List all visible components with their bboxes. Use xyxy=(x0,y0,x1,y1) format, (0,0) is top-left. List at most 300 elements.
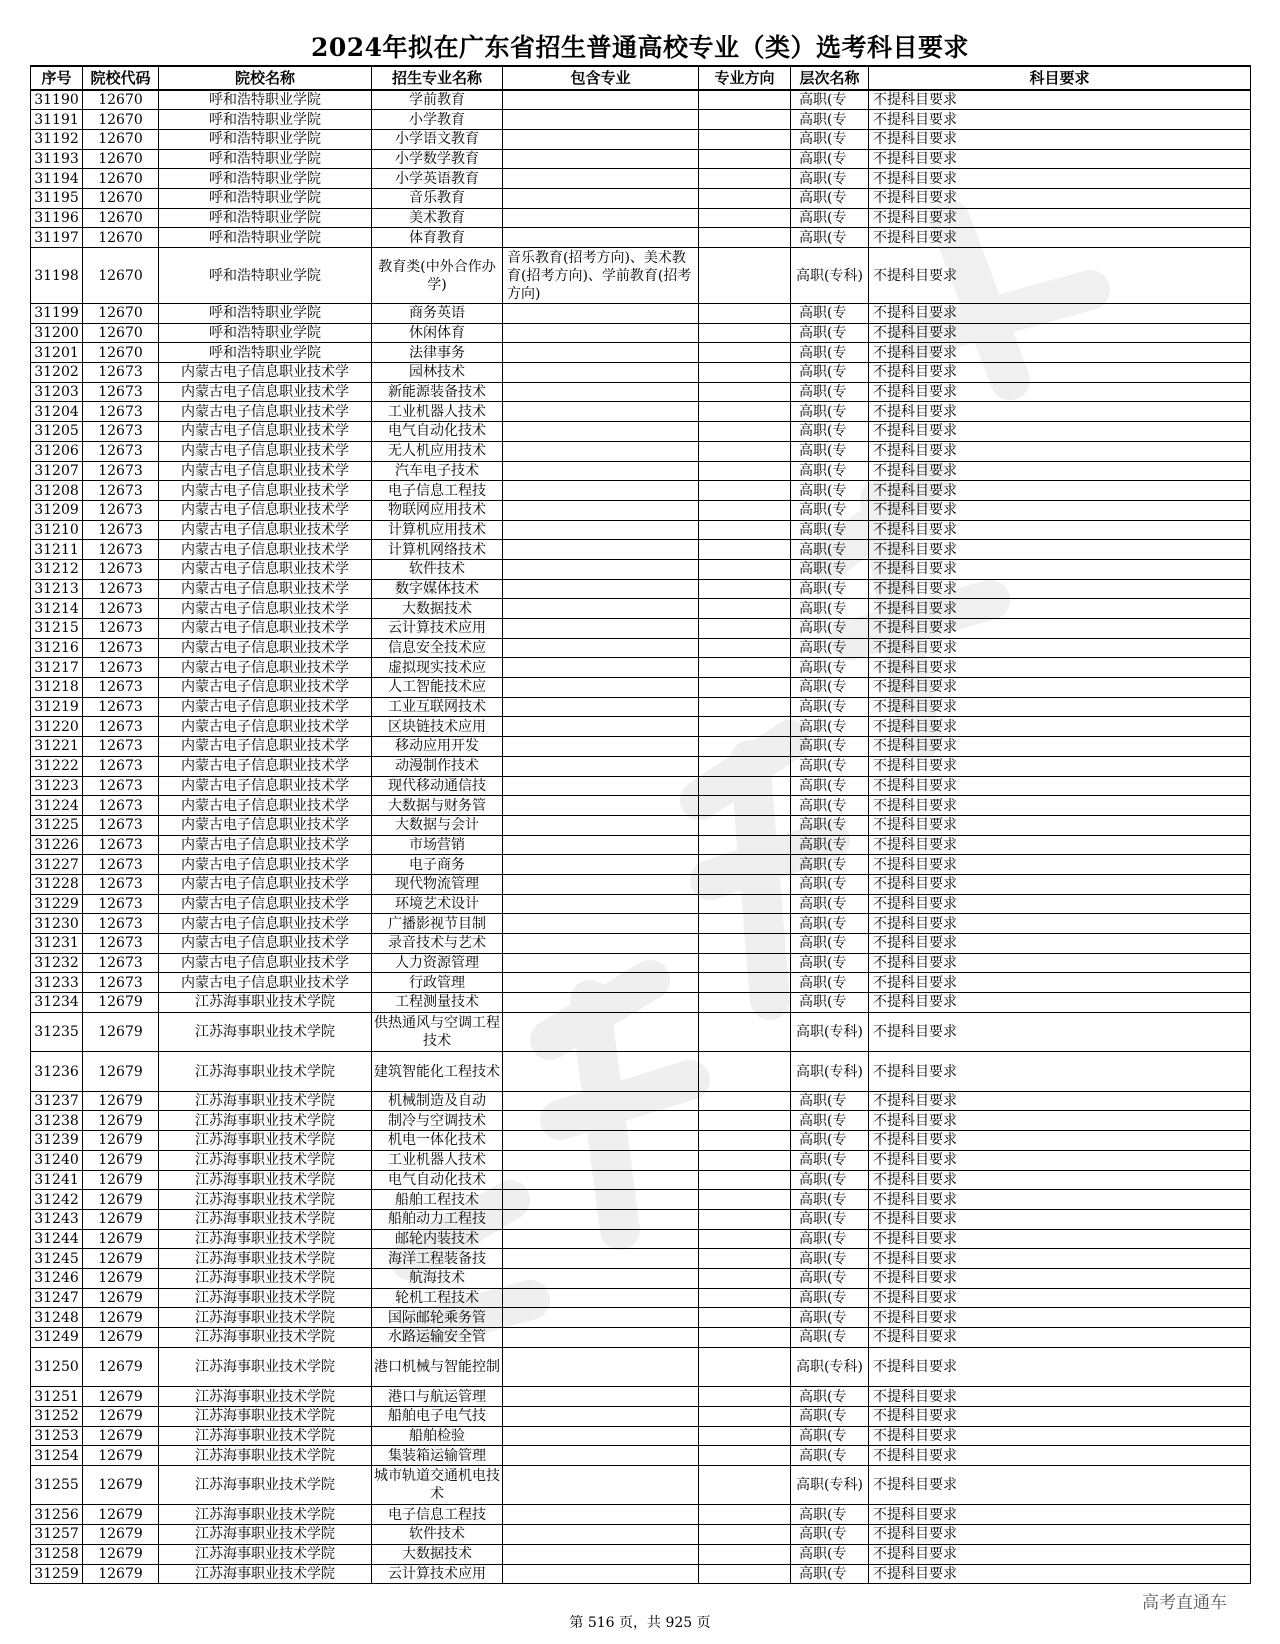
cell-subject-requirement: 不提科目要求 xyxy=(869,815,1251,835)
cell-school-name: 内蒙古电子信息职业技术学 xyxy=(159,481,372,501)
cell-level-name: 高职(专 xyxy=(791,1229,869,1249)
table-row xyxy=(31,894,1251,914)
cell-major-direction xyxy=(699,481,791,501)
table-row xyxy=(31,619,1251,639)
page-title: 2024年拟在广东省招生普通高校专业（类）选考科目要求 xyxy=(310,33,970,62)
cell-seq: 31233 xyxy=(31,973,83,993)
cell-major-name: 工程测量技术 xyxy=(372,993,503,1013)
cell-school-code: 12679 xyxy=(83,1465,159,1505)
cell-subject-requirement: 不提科目要求 xyxy=(869,1012,1251,1052)
cell-included-majors xyxy=(503,559,699,579)
table-row xyxy=(31,678,1251,698)
cell-subject-requirement: 不提科目要求 xyxy=(869,1209,1251,1229)
cell-major-direction xyxy=(699,1249,791,1269)
cell-subject-requirement: 不提科目要求 xyxy=(869,540,1251,560)
cell-school-code: 12673 xyxy=(83,540,159,560)
cell-school-name: 江苏海事职业技术学院 xyxy=(159,1308,372,1328)
cell-level-name: 高职(专 xyxy=(791,1288,869,1308)
cell-subject-requirement: 不提科目要求 xyxy=(869,973,1251,993)
cell-seq: 31251 xyxy=(31,1387,83,1407)
cell-major-direction xyxy=(699,169,791,189)
cell-major-direction xyxy=(699,110,791,130)
cell-major-direction xyxy=(699,559,791,579)
cell-school-name: 呼和浩特职业学院 xyxy=(159,323,372,343)
cell-subject-requirement: 不提科目要求 xyxy=(869,934,1251,954)
cell-included-majors xyxy=(503,1190,699,1210)
cell-major-direction xyxy=(699,579,791,599)
cell-subject-requirement: 不提科目要求 xyxy=(869,304,1251,324)
cell-major-name: 电气自动化技术 xyxy=(372,422,503,442)
cell-school-code: 12673 xyxy=(83,520,159,540)
table-row xyxy=(31,188,1251,208)
table-row xyxy=(31,599,1251,619)
cell-major-direction xyxy=(699,228,791,248)
cell-subject-requirement: 不提科目要求 xyxy=(869,1465,1251,1505)
cell-seq: 31253 xyxy=(31,1426,83,1446)
cell-school-code: 12679 xyxy=(83,1170,159,1190)
cell-major-name: 建筑智能化工程技术 xyxy=(372,1052,503,1092)
cell-major-name: 船舶动力工程技 xyxy=(372,1209,503,1229)
table-row xyxy=(31,1131,1251,1151)
cell-school-name: 江苏海事职业技术学院 xyxy=(159,1544,372,1564)
cell-major-name: 电子信息工程技 xyxy=(372,1505,503,1525)
cell-major-direction xyxy=(699,1525,791,1545)
cell-subject-requirement: 不提科目要求 xyxy=(869,874,1251,894)
table-row xyxy=(31,1387,1251,1407)
cell-school-code: 12673 xyxy=(83,678,159,698)
cell-school-code: 12670 xyxy=(83,323,159,343)
cell-major-name: 云计算技术应用 xyxy=(372,1564,503,1584)
cell-included-majors xyxy=(503,1505,699,1525)
cell-major-name: 小学英语教育 xyxy=(372,169,503,189)
cell-level-name: 高职(专 xyxy=(791,934,869,954)
cell-school-name: 江苏海事职业技术学院 xyxy=(159,1328,372,1348)
cell-seq: 31224 xyxy=(31,796,83,816)
cell-school-code: 12679 xyxy=(83,993,159,1013)
cell-level-name: 高职(专 xyxy=(791,1544,869,1564)
table-row xyxy=(31,520,1251,540)
cell-major-name: 船舶工程技术 xyxy=(372,1190,503,1210)
cell-subject-requirement: 不提科目要求 xyxy=(869,1249,1251,1269)
cell-school-name: 呼和浩特职业学院 xyxy=(159,304,372,324)
table-row xyxy=(31,1525,1251,1545)
table-row xyxy=(31,208,1251,228)
cell-seq: 31208 xyxy=(31,481,83,501)
cell-school-code: 12673 xyxy=(83,441,159,461)
cell-school-name: 江苏海事职业技术学院 xyxy=(159,1111,372,1131)
cell-major-direction xyxy=(699,323,791,343)
cell-major-direction xyxy=(699,1308,791,1328)
cell-seq: 31248 xyxy=(31,1308,83,1328)
cell-subject-requirement: 不提科目要求 xyxy=(869,188,1251,208)
cell-included-majors xyxy=(503,756,699,776)
cell-included-majors xyxy=(503,1465,699,1505)
cell-major-direction xyxy=(699,1347,791,1387)
cell-school-name: 内蒙古电子信息职业技术学 xyxy=(159,697,372,717)
cell-major-direction xyxy=(699,1564,791,1584)
cell-included-majors xyxy=(503,1268,699,1288)
cell-major-direction xyxy=(699,894,791,914)
cell-major-name: 电子商务 xyxy=(372,855,503,875)
cell-school-code: 12673 xyxy=(83,934,159,954)
cell-school-name: 江苏海事职业技术学院 xyxy=(159,1209,372,1229)
cell-included-majors xyxy=(503,169,699,189)
cell-major-name: 云计算技术应用 xyxy=(372,619,503,639)
cell-major-direction xyxy=(699,540,791,560)
cell-seq: 31232 xyxy=(31,953,83,973)
table-row xyxy=(31,815,1251,835)
cell-included-majors xyxy=(503,1170,699,1190)
cell-major-direction xyxy=(699,658,791,678)
cell-major-name: 港口机械与智能控制 xyxy=(372,1347,503,1387)
cell-subject-requirement: 不提科目要求 xyxy=(869,1131,1251,1151)
cell-school-code: 12673 xyxy=(83,500,159,520)
cell-included-majors xyxy=(503,973,699,993)
cell-seq: 31221 xyxy=(31,737,83,757)
cell-major-direction xyxy=(699,1170,791,1190)
cell-major-name: 轮机工程技术 xyxy=(372,1288,503,1308)
cell-subject-requirement: 不提科目要求 xyxy=(869,638,1251,658)
requirements-table xyxy=(30,65,1251,1584)
cell-major-name: 环境艺术设计 xyxy=(372,894,503,914)
cell-subject-requirement: 不提科目要求 xyxy=(869,169,1251,189)
cell-major-name: 法律事务 xyxy=(372,343,503,363)
table-row xyxy=(31,1012,1251,1052)
table-row xyxy=(31,1328,1251,1348)
cell-level-name: 高职(专 xyxy=(791,973,869,993)
cell-subject-requirement: 不提科目要求 xyxy=(869,402,1251,422)
cell-level-name: 高职(专 xyxy=(791,1131,869,1151)
cell-school-code: 12670 xyxy=(83,248,159,304)
cell-major-name: 计算机网络技术 xyxy=(372,540,503,560)
cell-major-name: 软件技术 xyxy=(372,1525,503,1545)
cell-school-code: 12673 xyxy=(83,579,159,599)
cell-subject-requirement: 不提科目要求 xyxy=(869,737,1251,757)
cell-school-name: 内蒙古电子信息职业技术学 xyxy=(159,776,372,796)
cell-school-name: 内蒙古电子信息职业技术学 xyxy=(159,835,372,855)
table-row xyxy=(31,343,1251,363)
cell-major-name: 小学数学教育 xyxy=(372,149,503,169)
cell-subject-requirement: 不提科目要求 xyxy=(869,1347,1251,1387)
header-subject-requirement: 科目要求 xyxy=(869,66,1251,90)
table-row xyxy=(31,304,1251,324)
cell-included-majors xyxy=(503,678,699,698)
cell-school-code: 12679 xyxy=(83,1544,159,1564)
cell-included-majors xyxy=(503,835,699,855)
cell-major-direction xyxy=(699,1387,791,1407)
cell-included-majors xyxy=(503,1426,699,1446)
cell-major-direction xyxy=(699,208,791,228)
cell-subject-requirement: 不提科目要求 xyxy=(869,1426,1251,1446)
cell-major-name: 邮轮内装技术 xyxy=(372,1229,503,1249)
cell-level-name: 高职(专 xyxy=(791,1426,869,1446)
cell-seq: 31212 xyxy=(31,559,83,579)
cell-seq: 31209 xyxy=(31,500,83,520)
cell-school-name: 江苏海事职业技术学院 xyxy=(159,1446,372,1466)
cell-included-majors xyxy=(503,481,699,501)
cell-level-name: 高职(专 xyxy=(791,1209,869,1229)
cell-included-majors xyxy=(503,110,699,130)
cell-level-name: 高职(专 xyxy=(791,953,869,973)
cell-seq: 31231 xyxy=(31,934,83,954)
cell-included-majors xyxy=(503,441,699,461)
cell-seq: 31223 xyxy=(31,776,83,796)
cell-major-name: 工业机器人技术 xyxy=(372,1150,503,1170)
cell-level-name: 高职(专 xyxy=(791,1268,869,1288)
table-row xyxy=(31,559,1251,579)
cell-major-name: 大数据技术 xyxy=(372,1544,503,1564)
cell-school-code: 12679 xyxy=(83,1328,159,1348)
table-row xyxy=(31,540,1251,560)
cell-major-name: 人工智能技术应 xyxy=(372,678,503,698)
cell-level-name: 高职(专 xyxy=(791,874,869,894)
cell-subject-requirement: 不提科目要求 xyxy=(869,323,1251,343)
cell-subject-requirement: 不提科目要求 xyxy=(869,208,1251,228)
cell-major-name: 电气自动化技术 xyxy=(372,1170,503,1190)
cell-subject-requirement: 不提科目要求 xyxy=(869,559,1251,579)
cell-school-code: 12679 xyxy=(83,1209,159,1229)
cell-major-name: 动漫制作技术 xyxy=(372,756,503,776)
cell-school-code: 12679 xyxy=(83,1406,159,1426)
cell-subject-requirement: 不提科目要求 xyxy=(869,422,1251,442)
cell-level-name: 高职(专 xyxy=(791,540,869,560)
cell-major-direction xyxy=(699,993,791,1013)
cell-school-name: 内蒙古电子信息职业技术学 xyxy=(159,599,372,619)
cell-major-direction xyxy=(699,934,791,954)
cell-level-name: 高职(专 xyxy=(791,855,869,875)
table-row xyxy=(31,638,1251,658)
cell-level-name: 高职(专 xyxy=(791,1111,869,1131)
cell-school-name: 内蒙古电子信息职业技术学 xyxy=(159,678,372,698)
cell-school-code: 12673 xyxy=(83,697,159,717)
cell-level-name: 高职(专 xyxy=(791,815,869,835)
cell-major-direction xyxy=(699,1190,791,1210)
cell-school-name: 内蒙古电子信息职业技术学 xyxy=(159,658,372,678)
cell-major-direction xyxy=(699,914,791,934)
cell-major-direction xyxy=(699,248,791,304)
cell-major-direction xyxy=(699,973,791,993)
table-row xyxy=(31,363,1251,383)
page-number: 第 516 页，共 925 页 xyxy=(569,1615,711,1631)
cell-included-majors xyxy=(503,579,699,599)
table-row xyxy=(31,776,1251,796)
cell-major-name: 行政管理 xyxy=(372,973,503,993)
cell-included-majors xyxy=(503,1249,699,1269)
cell-school-code: 12679 xyxy=(83,1525,159,1545)
cell-major-direction xyxy=(699,1446,791,1466)
cell-major-name: 市场营销 xyxy=(372,835,503,855)
cell-included-majors xyxy=(503,874,699,894)
cell-subject-requirement: 不提科目要求 xyxy=(869,1229,1251,1249)
cell-school-name: 内蒙古电子信息职业技术学 xyxy=(159,953,372,973)
cell-major-direction xyxy=(699,343,791,363)
cell-seq: 31211 xyxy=(31,540,83,560)
cell-seq: 31194 xyxy=(31,169,83,189)
table-row xyxy=(31,697,1251,717)
cell-seq: 31247 xyxy=(31,1288,83,1308)
cell-seq: 31243 xyxy=(31,1209,83,1229)
cell-level-name: 高职(专 xyxy=(791,481,869,501)
cell-school-name: 呼和浩特职业学院 xyxy=(159,228,372,248)
cell-school-code: 12673 xyxy=(83,815,159,835)
cell-school-name: 内蒙古电子信息职业技术学 xyxy=(159,441,372,461)
cell-included-majors xyxy=(503,658,699,678)
cell-included-majors xyxy=(503,129,699,149)
cell-school-name: 江苏海事职业技术学院 xyxy=(159,1505,372,1525)
cell-major-direction xyxy=(699,500,791,520)
cell-major-name: 航海技术 xyxy=(372,1268,503,1288)
cell-level-name: 高职(专 xyxy=(791,796,869,816)
table-row xyxy=(31,500,1251,520)
cell-included-majors xyxy=(503,1288,699,1308)
table-row xyxy=(31,874,1251,894)
cell-seq: 31202 xyxy=(31,363,83,383)
cell-subject-requirement: 不提科目要求 xyxy=(869,756,1251,776)
cell-school-name: 江苏海事职业技术学院 xyxy=(159,1012,372,1052)
cell-subject-requirement: 不提科目要求 xyxy=(869,1091,1251,1111)
cell-subject-requirement: 不提科目要求 xyxy=(869,1150,1251,1170)
cell-school-name: 内蒙古电子信息职业技术学 xyxy=(159,796,372,816)
cell-included-majors xyxy=(503,953,699,973)
cell-major-direction xyxy=(699,1091,791,1111)
cell-included-majors xyxy=(503,914,699,934)
header-major-direction: 专业方向 xyxy=(699,66,791,90)
cell-major-direction xyxy=(699,599,791,619)
cell-school-code: 12673 xyxy=(83,363,159,383)
cell-school-code: 12673 xyxy=(83,973,159,993)
table-row xyxy=(31,1229,1251,1249)
cell-major-name: 大数据与财务管 xyxy=(372,796,503,816)
cell-school-code: 12673 xyxy=(83,422,159,442)
table-row xyxy=(31,1150,1251,1170)
cell-school-code: 12670 xyxy=(83,343,159,363)
cell-school-name: 呼和浩特职业学院 xyxy=(159,169,372,189)
table-row xyxy=(31,1249,1251,1269)
cell-school-name: 江苏海事职业技术学院 xyxy=(159,1131,372,1151)
cell-level-name: 高职(专 xyxy=(791,149,869,169)
cell-seq: 31199 xyxy=(31,304,83,324)
cell-major-direction xyxy=(699,1505,791,1525)
cell-level-name: 高职(专 xyxy=(791,1505,869,1525)
cell-school-code: 12679 xyxy=(83,1091,159,1111)
cell-subject-requirement: 不提科目要求 xyxy=(869,1268,1251,1288)
cell-seq: 31215 xyxy=(31,619,83,639)
header-included-majors: 包含专业 xyxy=(503,66,699,90)
cell-major-direction xyxy=(699,461,791,481)
cell-school-code: 12679 xyxy=(83,1229,159,1249)
cell-school-code: 12673 xyxy=(83,953,159,973)
cell-major-name: 制冷与空调技术 xyxy=(372,1111,503,1131)
table-row xyxy=(31,1111,1251,1131)
cell-major-direction xyxy=(699,441,791,461)
cell-school-code: 12679 xyxy=(83,1190,159,1210)
cell-level-name: 高职(专 xyxy=(791,1091,869,1111)
cell-major-name: 电子信息工程技 xyxy=(372,481,503,501)
cell-major-direction xyxy=(699,1229,791,1249)
cell-level-name: 高职(专 xyxy=(791,110,869,130)
cell-school-code: 12670 xyxy=(83,228,159,248)
cell-seq: 31250 xyxy=(31,1347,83,1387)
table-row xyxy=(31,402,1251,422)
cell-included-majors: 音乐教育(招考方向)、美术教育(招考方向)、学前教育(招考方向) xyxy=(503,248,699,304)
cell-subject-requirement: 不提科目要求 xyxy=(869,579,1251,599)
cell-school-name: 内蒙古电子信息职业技术学 xyxy=(159,914,372,934)
cell-school-name: 江苏海事职业技术学院 xyxy=(159,1525,372,1545)
cell-school-name: 内蒙古电子信息职业技术学 xyxy=(159,815,372,835)
cell-major-direction xyxy=(699,520,791,540)
cell-major-direction xyxy=(699,796,791,816)
cell-included-majors xyxy=(503,208,699,228)
header-level-name: 层次名称 xyxy=(791,66,869,90)
cell-seq: 31197 xyxy=(31,228,83,248)
header-school-code: 院校代码 xyxy=(83,66,159,90)
cell-school-name: 江苏海事职业技术学院 xyxy=(159,1465,372,1505)
cell-major-name: 园林技术 xyxy=(372,363,503,383)
cell-major-direction xyxy=(699,1268,791,1288)
table-row xyxy=(31,914,1251,934)
table-row xyxy=(31,90,1251,110)
brand-watermark: 高考直通车 xyxy=(1142,1593,1227,1613)
cell-school-name: 内蒙古电子信息职业技术学 xyxy=(159,422,372,442)
cell-seq: 31244 xyxy=(31,1229,83,1249)
cell-school-name: 江苏海事职业技术学院 xyxy=(159,1170,372,1190)
table-row xyxy=(31,149,1251,169)
cell-included-majors xyxy=(503,1347,699,1387)
cell-subject-requirement: 不提科目要求 xyxy=(869,149,1251,169)
cell-seq: 31204 xyxy=(31,402,83,422)
cell-level-name: 高职(专科) xyxy=(791,248,869,304)
cell-school-name: 江苏海事职业技术学院 xyxy=(159,1052,372,1092)
cell-school-name: 内蒙古电子信息职业技术学 xyxy=(159,500,372,520)
cell-level-name: 高职(专 xyxy=(791,835,869,855)
table-row xyxy=(31,481,1251,501)
cell-school-name: 内蒙古电子信息职业技术学 xyxy=(159,619,372,639)
cell-major-direction xyxy=(699,1328,791,1348)
cell-included-majors xyxy=(503,1012,699,1052)
cell-included-majors xyxy=(503,993,699,1013)
cell-major-name: 无人机应用技术 xyxy=(372,441,503,461)
cell-subject-requirement: 不提科目要求 xyxy=(869,1505,1251,1525)
cell-subject-requirement: 不提科目要求 xyxy=(869,500,1251,520)
cell-major-direction xyxy=(699,737,791,757)
cell-school-name: 内蒙古电子信息职业技术学 xyxy=(159,737,372,757)
table-row xyxy=(31,1406,1251,1426)
cell-subject-requirement: 不提科目要求 xyxy=(869,1288,1251,1308)
table-row xyxy=(31,1091,1251,1111)
cell-level-name: 高职(专 xyxy=(791,1249,869,1269)
cell-major-name: 区块链技术应用 xyxy=(372,717,503,737)
cell-school-name: 呼和浩特职业学院 xyxy=(159,188,372,208)
cell-level-name: 高职(专 xyxy=(791,382,869,402)
cell-subject-requirement: 不提科目要求 xyxy=(869,894,1251,914)
cell-school-code: 12670 xyxy=(83,208,159,228)
cell-school-name: 呼和浩特职业学院 xyxy=(159,90,372,110)
cell-included-majors xyxy=(503,1209,699,1229)
cell-included-majors xyxy=(503,1328,699,1348)
cell-level-name: 高职(专 xyxy=(791,1525,869,1545)
cell-school-code: 12673 xyxy=(83,756,159,776)
cell-included-majors xyxy=(503,1150,699,1170)
cell-seq: 31222 xyxy=(31,756,83,776)
table-row xyxy=(31,228,1251,248)
cell-school-name: 内蒙古电子信息职业技术学 xyxy=(159,934,372,954)
cell-school-code: 12673 xyxy=(83,619,159,639)
cell-school-name: 江苏海事职业技术学院 xyxy=(159,1150,372,1170)
cell-major-name: 虚拟现实技术应 xyxy=(372,658,503,678)
cell-seq: 31191 xyxy=(31,110,83,130)
cell-major-name: 软件技术 xyxy=(372,559,503,579)
cell-level-name: 高职(专 xyxy=(791,756,869,776)
